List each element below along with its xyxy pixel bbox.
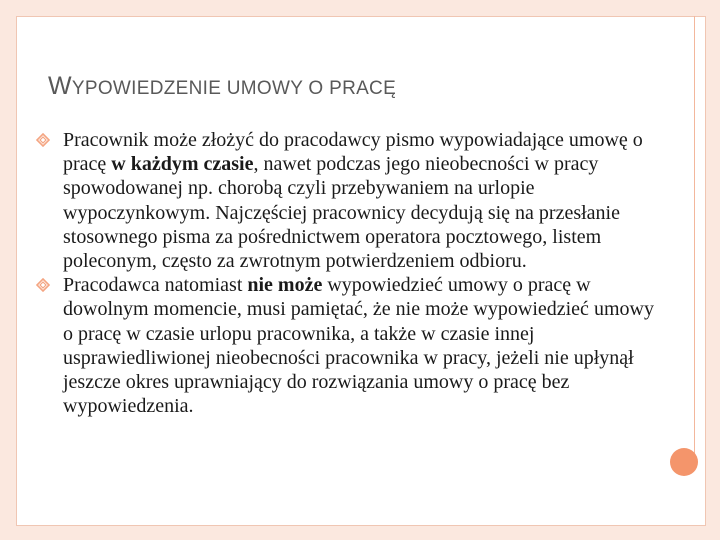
- list-item: [36, 128, 666, 273]
- list-item: [36, 273, 666, 418]
- bullet-list: [36, 128, 666, 418]
- bullet-text-end: wypowiedzieć umowy o pracę w dowolnym momencie, musi pamiętać, że nie może wypowiedzieć umowy o pracę w czasie urlopu pracownika, a także w czasie innej usprawiedliwionej nieobecności pracownika w pracy, jeżeli nie upłynął jeszcze okres uprawniający do rozwiązania umowy o pracę bez wypowiedzenia.: [63, 274, 654, 418]
- title-first-letter: W: [48, 72, 72, 100]
- hollow-diamond-bullet-icon: [36, 133, 50, 147]
- bullet-text-start: Pracownik może złożyć do pracodawcy pismo wypowiadające umowę o pracę: [63, 129, 643, 176]
- bullet-text-end: , nawet podczas jego nieobecności w pracy spowodowanej np. chorobą czyli przebywaniem na urlopie wypoczynkowym. Najczęściej pracownicy decydują się na przesłanie stosownego pisma za pośrednictwem operatora pocztowego, listem poleconym, często za zwrotnym potwierdzeniem odbioru.: [63, 153, 620, 273]
- decorative-vertical-line: [694, 16, 695, 456]
- bullet-text-start: Pracodawca natomiast: [63, 274, 248, 297]
- bullet-text-bold: w każdym czasie: [111, 153, 254, 176]
- decorative-circle-icon: [670, 448, 698, 476]
- slide-title: [48, 72, 396, 101]
- bullet-text-bold: nie może: [247, 274, 323, 297]
- hollow-diamond-bullet-icon: [36, 278, 50, 292]
- title-rest: YPOWIEDZENIE UMOWY O PRACĘ: [71, 78, 397, 99]
